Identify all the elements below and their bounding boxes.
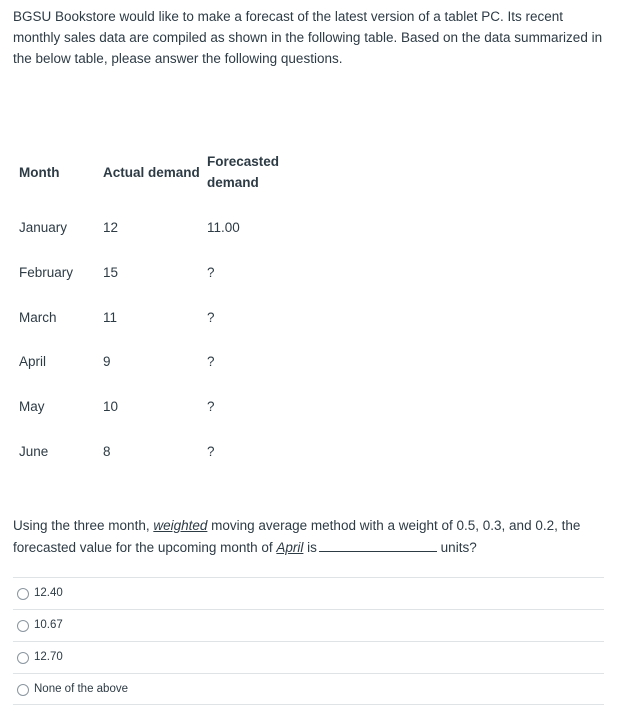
cell-month: January — [19, 220, 68, 235]
radio-button[interactable] — [17, 620, 29, 632]
question-part3: is — [303, 540, 317, 555]
header-actual-demand: Actual demand — [103, 165, 200, 180]
cell-actual: 8 — [103, 444, 111, 459]
cell-forecast: ? — [207, 310, 215, 325]
table-row — [19, 442, 319, 462]
table-row — [19, 352, 319, 372]
cell-forecast: 11.00 — [207, 220, 240, 235]
cell-month: June — [19, 444, 49, 459]
question-emphasis-weighted: weighted — [153, 518, 208, 533]
table-row — [19, 397, 319, 417]
table-row — [19, 218, 319, 238]
cell-actual: 12 — [103, 220, 119, 235]
answer-option[interactable] — [13, 673, 604, 705]
answer-options — [13, 577, 604, 705]
header-forecasted-demand — [207, 151, 279, 193]
answer-option[interactable] — [13, 641, 604, 673]
cell-forecast: ? — [207, 444, 215, 459]
cell-month: May — [19, 399, 45, 414]
answer-option-label[interactable]: 10.67 — [34, 619, 63, 631]
answer-blank — [319, 537, 437, 552]
table-row — [19, 263, 319, 283]
question-text — [13, 515, 613, 559]
header-forecasted-line1: Forecasted — [207, 154, 280, 169]
answer-option[interactable] — [13, 609, 604, 641]
answer-option-label[interactable]: None of the above — [34, 683, 128, 695]
cell-actual: 10 — [103, 399, 119, 414]
question-emphasis-april: April — [276, 540, 304, 555]
question-part1: Using the three month, — [13, 518, 154, 533]
cell-month: February — [19, 265, 74, 280]
cell-actual: 11 — [103, 310, 118, 325]
question-intro: BGSU Bookstore would like to make a forecast of the latest version of a tablet PC. Its recent monthly sales data are compiled as shown in the following table. Based on the data summarized in the below table, please answer the following questions. — [13, 9, 603, 66]
answer-option-label[interactable]: 12.70 — [34, 651, 63, 663]
radio-button[interactable] — [17, 684, 29, 696]
answer-option[interactable] — [13, 577, 604, 609]
answer-option-label[interactable]: 12.40 — [34, 587, 63, 599]
cell-actual: 9 — [103, 354, 111, 369]
cell-forecast: ? — [207, 354, 215, 369]
question-part4: units? — [436, 540, 477, 555]
cell-forecast: ? — [207, 265, 215, 280]
radio-button[interactable] — [17, 588, 29, 600]
cell-month: April — [19, 354, 47, 369]
header-month: Month — [19, 165, 60, 180]
question-part2: moving average method with a weight of 0.5, 0.3, and 0.2, the forecasted value for the upcoming month of — [13, 518, 581, 555]
cell-month: March — [19, 310, 57, 325]
table-row — [19, 308, 319, 328]
radio-button[interactable] — [17, 652, 29, 664]
header-forecasted-line2: demand — [207, 175, 259, 190]
cell-forecast: ? — [207, 399, 215, 414]
cell-actual: 15 — [103, 265, 119, 280]
